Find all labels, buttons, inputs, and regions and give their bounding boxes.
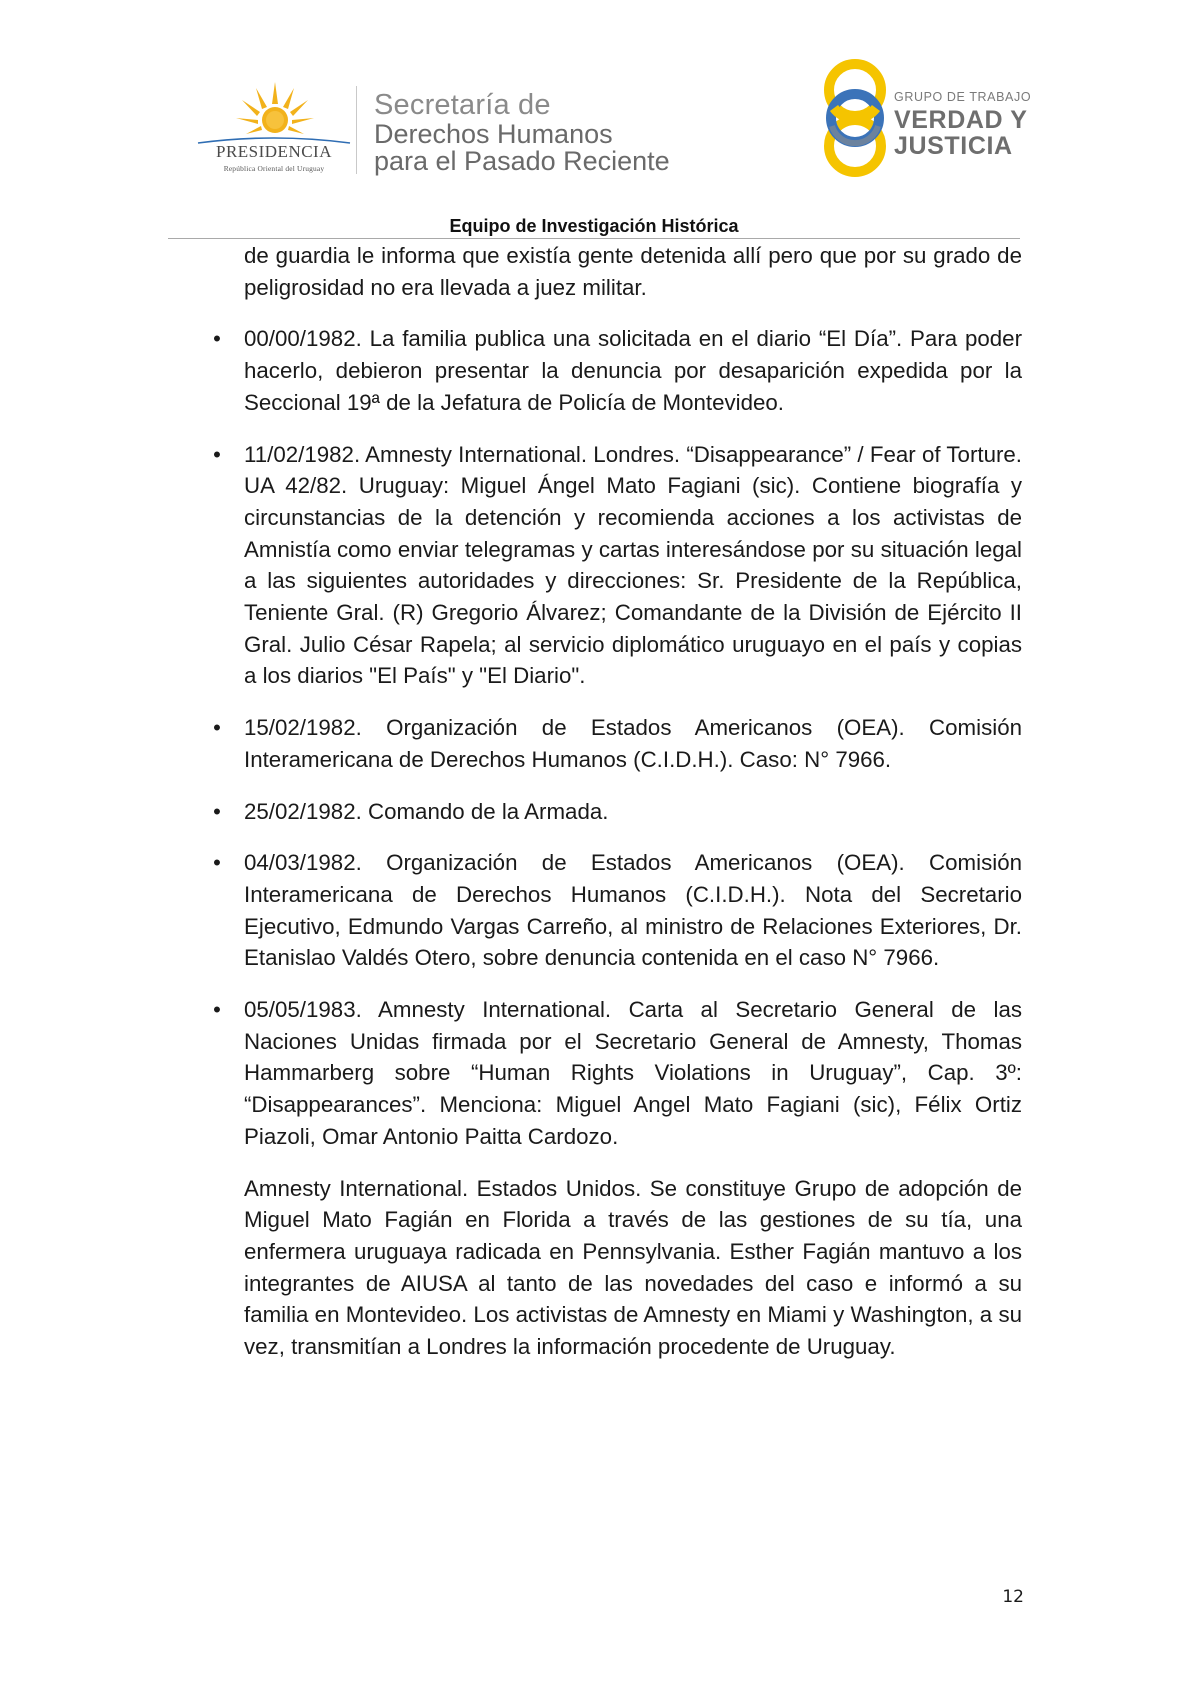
list-item-text: 25/02/1982. Comando de la Armada. (244, 798, 609, 824)
list-item (206, 439, 1022, 693)
vyj-title-line-2: JUSTICIA (894, 132, 1013, 160)
secretaria-line-2: Derechos Humanos (374, 119, 613, 149)
page-number: 12 (1002, 1587, 1024, 1607)
linked-rings-icon (820, 56, 890, 180)
verdad-justicia-logo (820, 56, 1030, 180)
sun-emblem-icon (234, 80, 316, 142)
secretaria-logo-text (374, 90, 670, 175)
team-title: Equipo de Investigación Histórica (449, 216, 739, 236)
list-item-text: 11/02/1982. Amnesty International. Londres. “Disappearance” / Fear of Torture. UA 42/82. Uruguay: Miguel Ángel Mato Fagiani (sic). Contiene biografía y circunstancias de la detención y recomienda acciones a los activistas de Amnistía como enviar telegramas y cartas interesándose por su situación legal a las siguientes autoridades y direcciones: Sr. Presidente de la República, Teniente Gral. (R) Gregorio Álvarez; Comandante de la División de Ejército II Gral. Julio César Rapela; al servicio diplomático uruguayo en el país y copias a los diarios "El País" y "El Diario". (244, 441, 1022, 689)
secretaria-line-1: Secretaría de (374, 89, 551, 121)
presidencia-name: PRESIDENCIA (215, 142, 332, 161)
bullet-icon (208, 796, 226, 828)
list-item-text: 00/00/1982. La familia publica una solicitada en el diario “El Día”. Para poder hacerlo, debieron presentar la denuncia por desaparición expedida por la Seccional 19ª de la Jefatura de Policía de Montevideo. (244, 326, 1022, 415)
list-item (206, 712, 1022, 775)
bullet-icon (208, 323, 226, 355)
list-item (206, 323, 1022, 418)
list-item (206, 994, 1022, 1153)
bullet-icon (208, 847, 226, 879)
bullet-icon (208, 439, 226, 471)
list-item (206, 847, 1022, 974)
header-rule (168, 238, 1020, 239)
continuation-paragraph: de guardia le informa que existía gente detenida allí pero que por su grado de peligrosidad no era llevada a juez militar. (244, 243, 1022, 300)
vyj-subtitle: GRUPO DE TRABAJO (894, 90, 1032, 104)
list-item (206, 796, 1022, 828)
bullet-icon (208, 712, 226, 744)
presidencia-logo (196, 80, 352, 176)
vyj-title-line-1: VERDAD Y (894, 106, 1028, 134)
list-item-text: 15/02/1982. Organización de Estados Americanos (OEA). Comisión Interamericana de Derechos Humanos (C.I.D.H.). Caso: N° 7966. (244, 715, 1022, 772)
list-item-text: 05/05/1983. Amnesty International. Carta al Secretario General de las Naciones Unidas firmada por el Secretario General de Amnesty, Thomas Hammarberg sobre “Human Rights Violations in Uruguay”, Cap. 3º: “Disappearances”. Menciona: Miguel Angel Mato Fagiani (sic), Félix Ortiz Piazoli, Omar Antonio Paitta Cardozo. (244, 997, 1022, 1149)
secretaria-line-3: para el Pasado Reciente (374, 146, 670, 176)
bullet-icon (208, 994, 226, 1026)
document-body (206, 240, 1022, 1383)
presidencia-subtitle: República Oriental del Uruguay (223, 164, 325, 173)
closing-paragraph: Amnesty International. Estados Unidos. Se constituye Grupo de adopción de Miguel Mato Fagián en Florida a través de las gestiones de su tía, una enfermera uruguaya radicada en Pennsylvania. Esther Fagián mantuvo a los integrantes de AIUSA al tanto de las novedades del caso e informó a su familia en Montevideo. Los activistas de Amnesty en Miami y Washington, a su vez, transmitían a Londres la información procedente de Uruguay. (244, 1175, 1022, 1360)
list-item-text: 04/03/1982. Organización de Estados Americanos (OEA). Comisión Interamericana de Derechos Humanos (C.I.D.H.). Nota del Secretario Ejecutivo, Edmundo Vargas Carreño, al ministro de Relaciones Exteriores, Dr. Etanislao Valdés Otero, sobre denuncia contenida en el caso N° 7966. (244, 850, 1022, 971)
header-divider (356, 86, 357, 174)
